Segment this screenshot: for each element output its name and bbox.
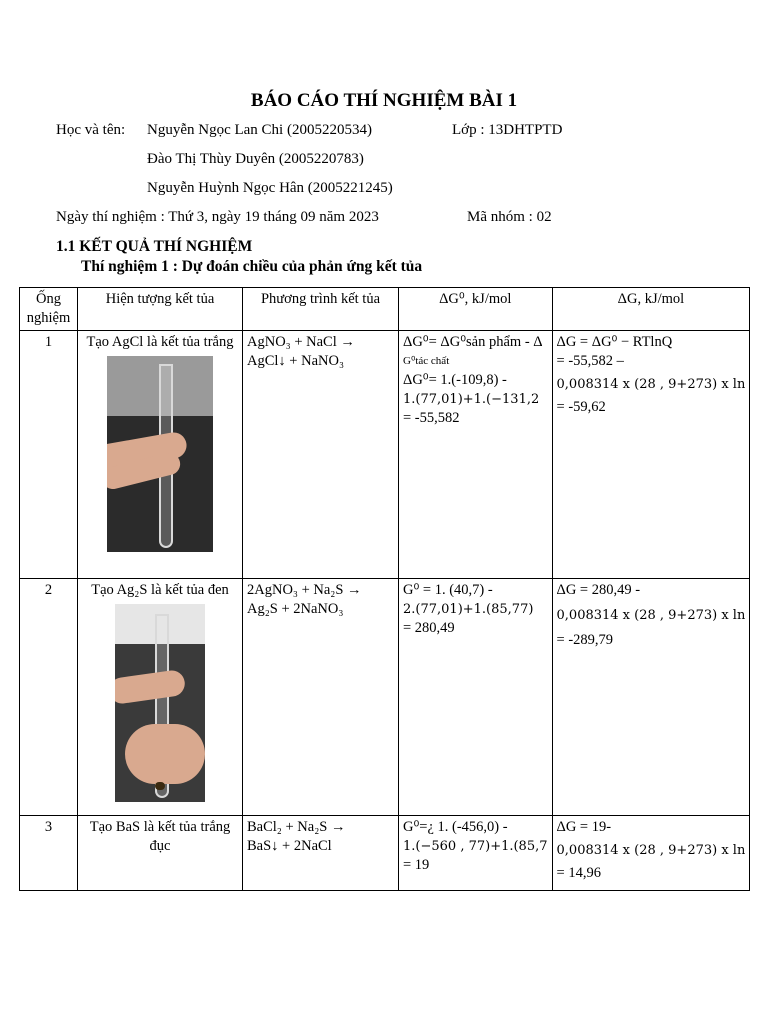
phenomenon-text: Tạo AgCl là kết tủa trắng [86, 334, 234, 350]
dg-cell [552, 331, 750, 579]
experiment-date: Ngày thí nghiệm : Thứ 3, ngày 19 tháng 09 năm 2023 [56, 209, 379, 225]
dg0-line-2: G⁰tác chất [403, 355, 450, 367]
tube-number: 2 [20, 579, 78, 816]
test-tube-photo [107, 356, 213, 552]
experiment-heading: Thí nghiệm 1 : Dự đoán chiều của phản ứng kết tủa [81, 258, 423, 275]
phenomenon-cell [78, 331, 243, 579]
dg0-result: = -55,582 [403, 410, 460, 426]
dg-cell [552, 816, 750, 891]
equation-line-1: AgNO₃ + NaCl → [247, 334, 355, 350]
phenomenon-cell [78, 579, 243, 816]
dg0-line-1: G⁰ = 1. (40,7) - [403, 582, 493, 598]
dg0-cell [399, 816, 553, 891]
equation-line-2: Ag₂S + 2NaNO₃ [247, 601, 344, 617]
dg0-result: = 19 [403, 857, 430, 873]
dg-line-1: ΔG = 19- [556, 819, 612, 835]
equation-cell [243, 816, 399, 891]
dg-line-2: 0,008314 x (28 , 9+273) x ln [556, 843, 746, 858]
dg-result: = -59,62 [556, 399, 606, 415]
dg0-line-4: 1.(77,01)+1.(−131,2 [403, 392, 540, 407]
tube-number: 1 [20, 331, 78, 579]
dg-line-1: ΔG = ΔG⁰ − RTlnQ [556, 334, 673, 350]
dg0-line-3: ΔG⁰= 1.(-109,8) - [403, 372, 507, 388]
table-row [20, 579, 750, 816]
dg0-cell [399, 579, 553, 816]
table-row [20, 816, 750, 891]
dg-cell [552, 579, 750, 816]
results-table [19, 287, 750, 891]
class-label: Lớp : 13DHTPTD [452, 122, 563, 138]
equation-line-1: 2AgNO₃ + Na₂S → [247, 582, 362, 598]
test-tube-photo [115, 604, 205, 802]
dg0-line-1: ΔG⁰= ΔG⁰sản phẩm - Δ [403, 334, 543, 350]
member-2: Đào Thị Thùy Duyên (2005220783) [147, 151, 364, 167]
header-tube: Ống nghiệm [20, 288, 78, 331]
phenomenon-text: Tạo BaS là kết tủa trắng đục [89, 819, 231, 854]
dg-line-2: 0,008314 x (28 , 9+273) x ln [556, 608, 746, 623]
name-label: Học và tên: [56, 122, 126, 138]
dg-result: = 14,96 [556, 865, 601, 881]
dg0-line-2: 2.(77,01)+1.(85,77) [403, 602, 534, 617]
header-dg0: ΔG⁰, kJ/mol [399, 288, 553, 331]
dg0-line-2: 1.(−560 , 77)+1.(85,7 [403, 839, 548, 854]
group-code: Mã nhóm : 02 [467, 209, 552, 225]
table-row [20, 331, 750, 579]
dg-line-1: ΔG = 280,49 - [556, 582, 641, 598]
member-1: Nguyễn Ngọc Lan Chi (2005220534) [147, 122, 372, 138]
dg-line-2: = -55,582 – [556, 353, 624, 369]
dg-result: = -289,79 [556, 632, 614, 648]
equation-line-1: BaCl₂ + Na₂S → [247, 819, 346, 835]
dg-line-3: 0,008314 x (28 , 9+273) x ln [556, 377, 746, 392]
tube-number: 3 [20, 816, 78, 891]
table-header-row [20, 288, 750, 331]
equation-line-2: AgCl↓ + NaNO₃ [247, 353, 345, 369]
dg0-line-1: G⁰=¿ 1. (-456,0) - [403, 819, 508, 835]
header-phenomenon: Hiện tượng kết tủa [78, 288, 243, 331]
equation-cell [243, 579, 399, 816]
dg0-result: = 280,49 [403, 620, 455, 636]
header-equation: Phương trình kết tủa [243, 288, 399, 331]
header-dg: ΔG, kJ/mol [552, 288, 750, 331]
equation-line-2: BaS↓ + 2NaCl [247, 838, 332, 854]
dg0-cell [399, 331, 553, 579]
equation-cell [243, 331, 399, 579]
phenomenon-cell [78, 816, 243, 891]
member-3: Nguyễn Huỳnh Ngọc Hân (2005221245) [147, 180, 393, 196]
report-title: BÁO CÁO THÍ NGHIỆM BÀI 1 [250, 90, 518, 111]
phenomenon-text: Tạo Ag₂S là kết tủa đen [91, 582, 229, 598]
section-heading: 1.1 KẾT QUẢ THÍ NGHIỆM [56, 238, 253, 255]
